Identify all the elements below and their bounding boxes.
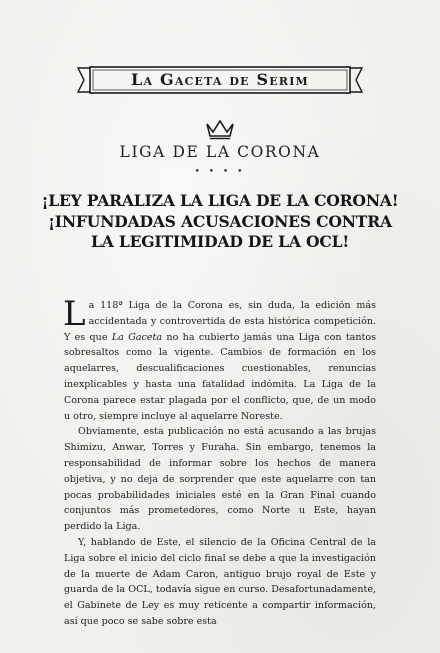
masthead-banner <box>76 66 364 94</box>
paragraph-1-text-a: a 118ª Liga de la Corona es, sin duda, la edición más accidentada y controvertida de esta histórica competición. Y es que <box>64 300 376 343</box>
headline <box>30 191 410 253</box>
masthead-title: La Gaceta de Serim <box>131 70 309 89</box>
article-body <box>63 294 376 630</box>
headline-line-3: LA LEGITIMIDAD DE LA OCL! <box>90 232 350 251</box>
section-title: LIGA DE LA CORONA <box>119 143 321 161</box>
headline-line-1: ¡LEY PARALIZA LA LIGA DE LA CORONA! <box>41 191 399 210</box>
article-paragraph-1 <box>63 294 376 424</box>
drop-cap: L <box>63 294 86 334</box>
headline-line-2: ¡INFUNDADAS ACUSACIONES CONTRA <box>48 211 392 231</box>
article-paragraph-2: Obviamente, esta publicación no está acusando a las brujas Shimizu, Anwar, Torres y Furaha. Sin embargo, tenemos la responsabilidad de informar sobre los hechos de manera objetiva, y no deja de sorprender que este aquelarre con tan pocas probabilidades iniciales esté en la Gran Final cuando conjuntos más prometedores, como Norte u Este, hayan perdido la Liga. <box>64 426 376 533</box>
article-paragraph-3: Y, hablando de Este, el silencio de la Oficina Central de la Liga sobre el inicio del ciclo final se debe a que la investigación de la muerte de Adam Caron, antiguo brujo royal de Este y guarda de la OCL, todavía sigue en curso. Desafortunadamente, el Gabinete de Ley es muy reticente a compartir información, así que poco se sabe sobre esta <box>64 536 376 627</box>
paragraph-1-text-b: no ha cubierto jamás una Liga con tantos sobresaltos como la vigente. Cambios de formación en los aquelarres, descualificaciones cuestionables, renuncias inexplicables y hasta una fatalidad indómita. La Liga de la Corona parece estar plagada por el conflicto, que, de un modo u otro, siempre incluye al aquelarre Noreste. <box>64 331 376 422</box>
section-ornament: • • • • <box>194 167 246 177</box>
crown-icon <box>204 118 236 140</box>
newspaper-name: La Gaceta <box>111 331 163 343</box>
